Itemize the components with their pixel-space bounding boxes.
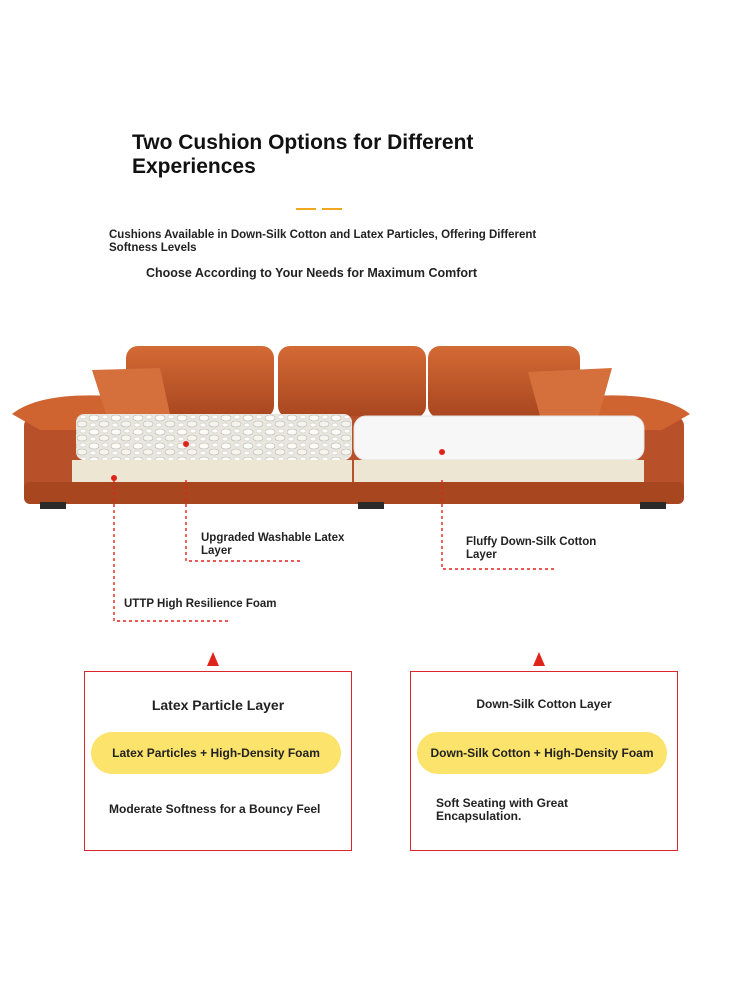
composition-pill: Down-Silk Cotton + High-Density Foam: [417, 732, 667, 774]
down-silk-card: [410, 671, 678, 851]
callout-latex-layer: Upgraded Washable Latex Layer: [201, 532, 345, 557]
callout-leader-lines: [0, 470, 750, 630]
callout-down-layer: Fluffy Down-Silk Cotton Layer: [466, 536, 597, 561]
intro-text: Cushions Available in Down-Silk Cotton and Latex Particles, Offering Different Softness Levels: [109, 229, 537, 254]
down-marker-dot: [439, 449, 445, 455]
subintro-text: Choose According to Your Needs for Maximum Comfort: [146, 266, 478, 280]
up-arrow-icon: [533, 652, 545, 666]
accent-divider-right: [322, 208, 342, 210]
latex-particle-card: [84, 671, 352, 851]
card-title: Down-Silk Cotton Layer: [476, 697, 612, 711]
latex-marker-dot: [183, 441, 189, 447]
card-note: Soft Seating with Great Encapsulation.: [436, 796, 569, 823]
card-note: Moderate Softness for a Bouncy Feel: [109, 802, 321, 816]
card-title: Latex Particle Layer: [151, 697, 285, 713]
up-arrow-icon: [207, 652, 219, 666]
page-title: Two Cushion Options for Different Experiences: [132, 131, 474, 178]
right-pillow: [528, 368, 612, 418]
down-silk-seat: [354, 416, 644, 460]
latex-particle-seat: [76, 414, 352, 460]
back-cushions: [126, 346, 580, 418]
accent-divider-left: [296, 208, 316, 210]
composition-pill: Latex Particles + High-Density Foam: [91, 732, 341, 774]
callout-foam: UTTP High Resilience Foam: [124, 598, 277, 610]
